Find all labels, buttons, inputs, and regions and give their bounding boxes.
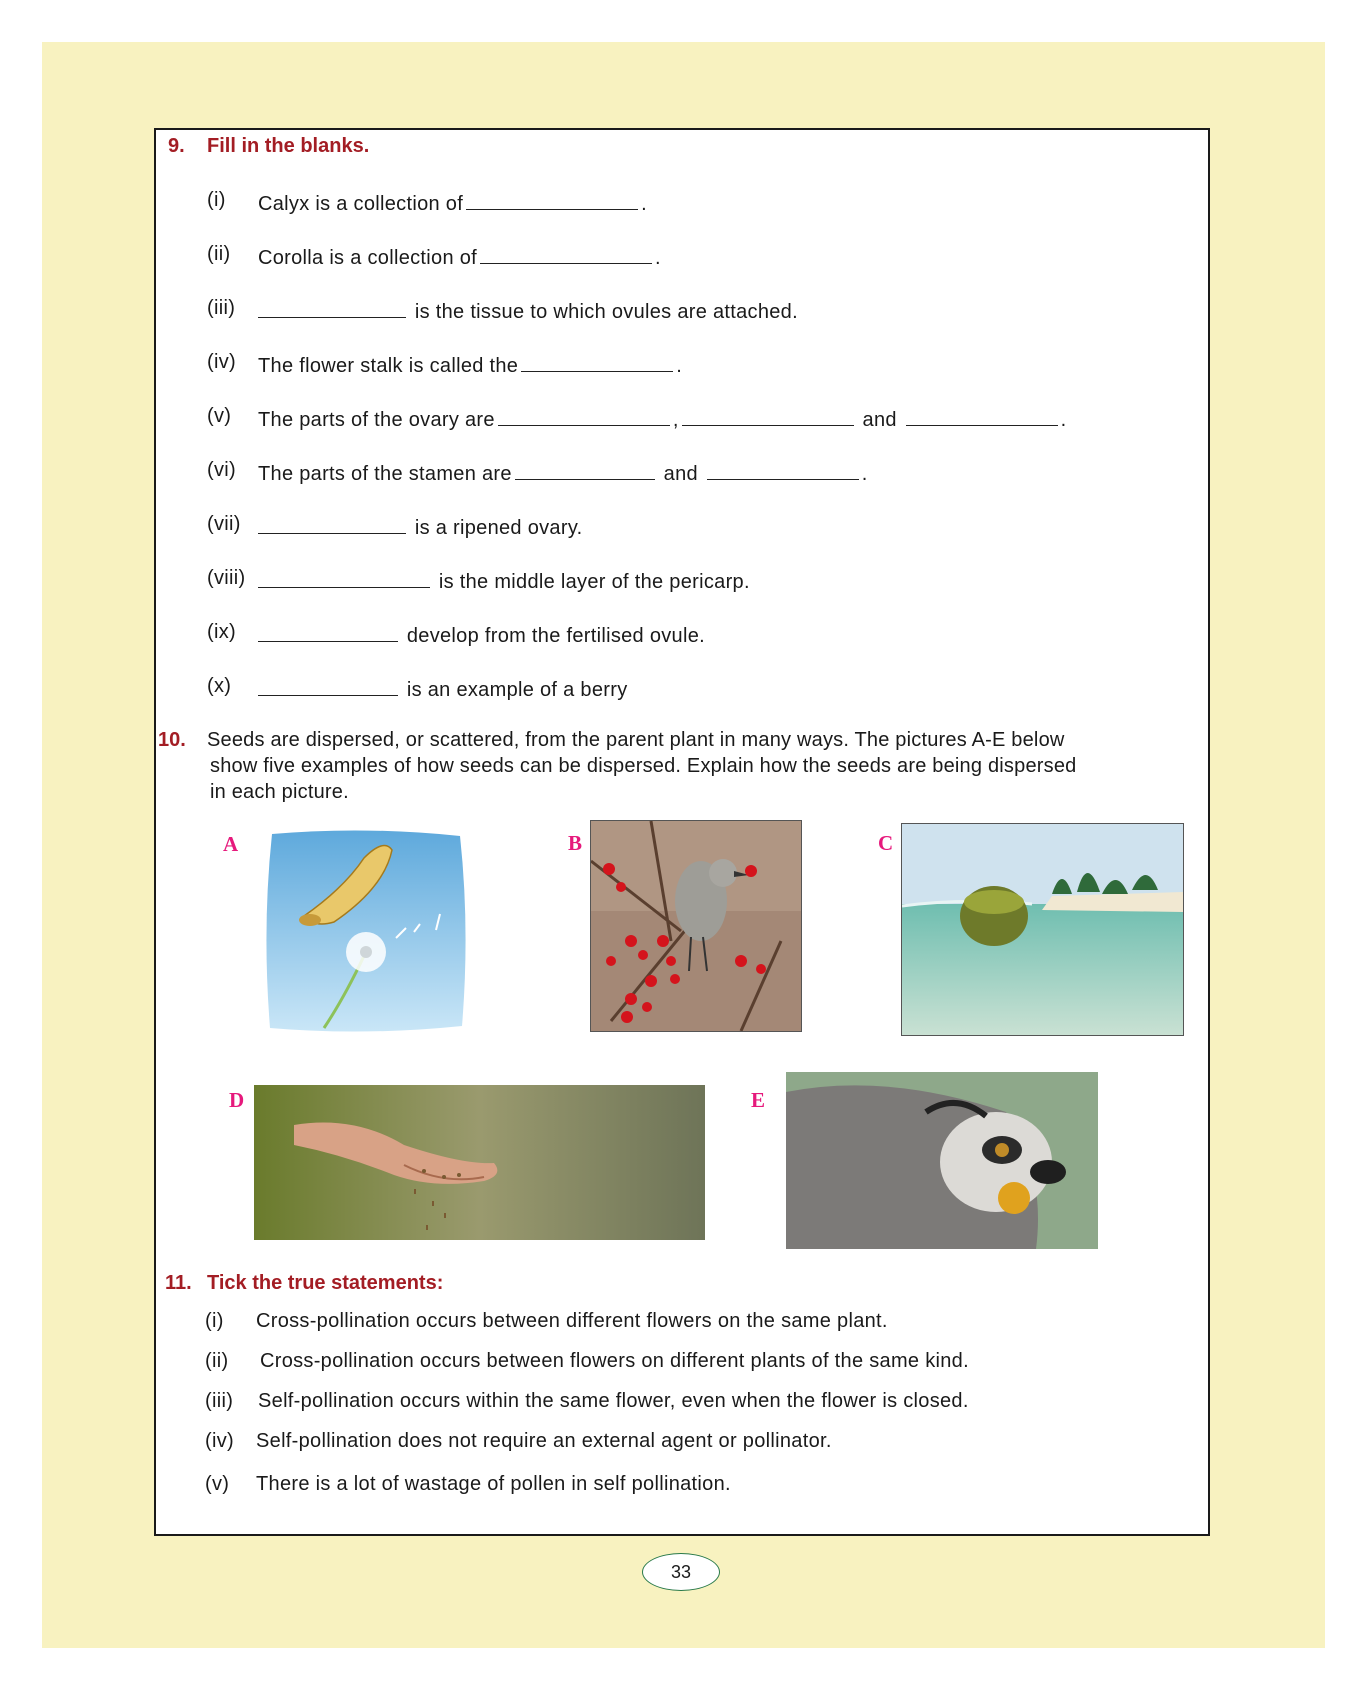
item-text-end: . <box>655 247 661 269</box>
picture-b-animal-dispersal <box>590 820 802 1032</box>
item-text: is the middle layer of the pericarp. <box>438 571 750 593</box>
picture-label: E <box>751 1088 766 1112</box>
item-text: Corolla is a collection of <box>258 247 478 269</box>
answer-blank[interactable] <box>480 243 652 264</box>
item-text: is an example of a berry <box>406 679 628 701</box>
item-number: (i) <box>207 189 226 211</box>
answer-blank[interactable] <box>258 621 398 642</box>
page-number: 33 <box>642 1553 720 1591</box>
item-text: is the tissue to which ovules are attached. <box>414 301 798 323</box>
picture-e-lemur-dispersal <box>786 1072 1098 1249</box>
item-text-end: . <box>861 463 868 485</box>
separator: , <box>672 409 679 431</box>
answer-blank[interactable] <box>515 459 655 480</box>
item-number: (iv) <box>207 351 236 373</box>
item-number: (vii) <box>207 513 241 535</box>
item-number: (viii) <box>207 567 246 589</box>
q10-number: 10. <box>158 729 186 751</box>
item-text-end: . <box>641 193 647 215</box>
picture-label: B <box>568 831 583 855</box>
answer-blank[interactable] <box>258 675 398 696</box>
item-number: (ix) <box>207 621 236 643</box>
answer-blank[interactable] <box>258 513 406 534</box>
item-number: (x) <box>207 675 232 697</box>
answer-blank[interactable] <box>906 405 1058 426</box>
item-number: (iii) <box>207 297 236 319</box>
q10-line: Seeds are dispersed, or scattered, from the parent plant in many ways. The pictures A-E below <box>207 729 1065 751</box>
q10-line: in each picture. <box>210 781 349 803</box>
answer-blank[interactable] <box>682 405 854 426</box>
item-number: (vi) <box>207 459 236 481</box>
answer-blank[interactable] <box>258 297 406 318</box>
item-number: (ii) <box>207 243 231 265</box>
item-text: is a ripened ovary. <box>414 517 583 539</box>
picture-label: C <box>878 831 894 855</box>
picture-d-human-dispersal <box>254 1085 705 1240</box>
item-number: (i) <box>205 1310 224 1332</box>
statement-text: Self-pollination does not require an external agent or pollinator. <box>256 1430 832 1452</box>
answer-blank[interactable] <box>707 459 859 480</box>
answer-blank[interactable] <box>466 189 638 210</box>
statement-text: Cross-pollination occurs between different flowers on the same plant. <box>256 1310 888 1332</box>
answer-blank[interactable] <box>521 351 673 372</box>
and-word: and <box>862 409 897 431</box>
item-number: (v) <box>207 405 232 427</box>
q11-number: 11. <box>165 1272 192 1294</box>
picture-c-water-dispersal <box>901 823 1184 1036</box>
picture-a-wind-dispersal <box>264 828 468 1034</box>
item-number: (v) <box>205 1473 230 1495</box>
item-number: (iv) <box>205 1430 234 1452</box>
picture-label: A <box>223 832 239 856</box>
q11-title: Tick the true statements: <box>207 1272 444 1294</box>
item-text-end: . <box>1060 409 1067 431</box>
and-word: and <box>663 463 698 485</box>
item-text: develop from the fertilised ovule. <box>406 625 705 647</box>
picture-label: D <box>229 1088 245 1112</box>
q10-line: show five examples of how seeds can be dispersed. Explain how the seeds are being dispersed <box>210 755 1077 777</box>
statement-text: Cross-pollination occurs between flowers on different plants of the same kind. <box>260 1350 969 1372</box>
answer-blank[interactable] <box>258 567 430 588</box>
item-text: The parts of the stamen are <box>258 463 512 485</box>
q9-title: Fill in the blanks. <box>207 135 370 157</box>
item-number: (ii) <box>205 1350 229 1372</box>
item-text: The parts of the ovary are <box>258 409 495 431</box>
statement-text: There is a lot of wastage of pollen in self pollination. <box>256 1473 731 1495</box>
q9-number: 9. <box>168 135 185 157</box>
answer-blank[interactable] <box>498 405 670 426</box>
item-text: The flower stalk is called the <box>258 355 519 377</box>
item-number: (iii) <box>205 1390 234 1412</box>
statement-text: Self-pollination occurs within the same flower, even when the flower is closed. <box>258 1390 969 1412</box>
item-text-end: . <box>676 355 683 377</box>
item-text: Calyx is a collection of <box>258 193 464 215</box>
